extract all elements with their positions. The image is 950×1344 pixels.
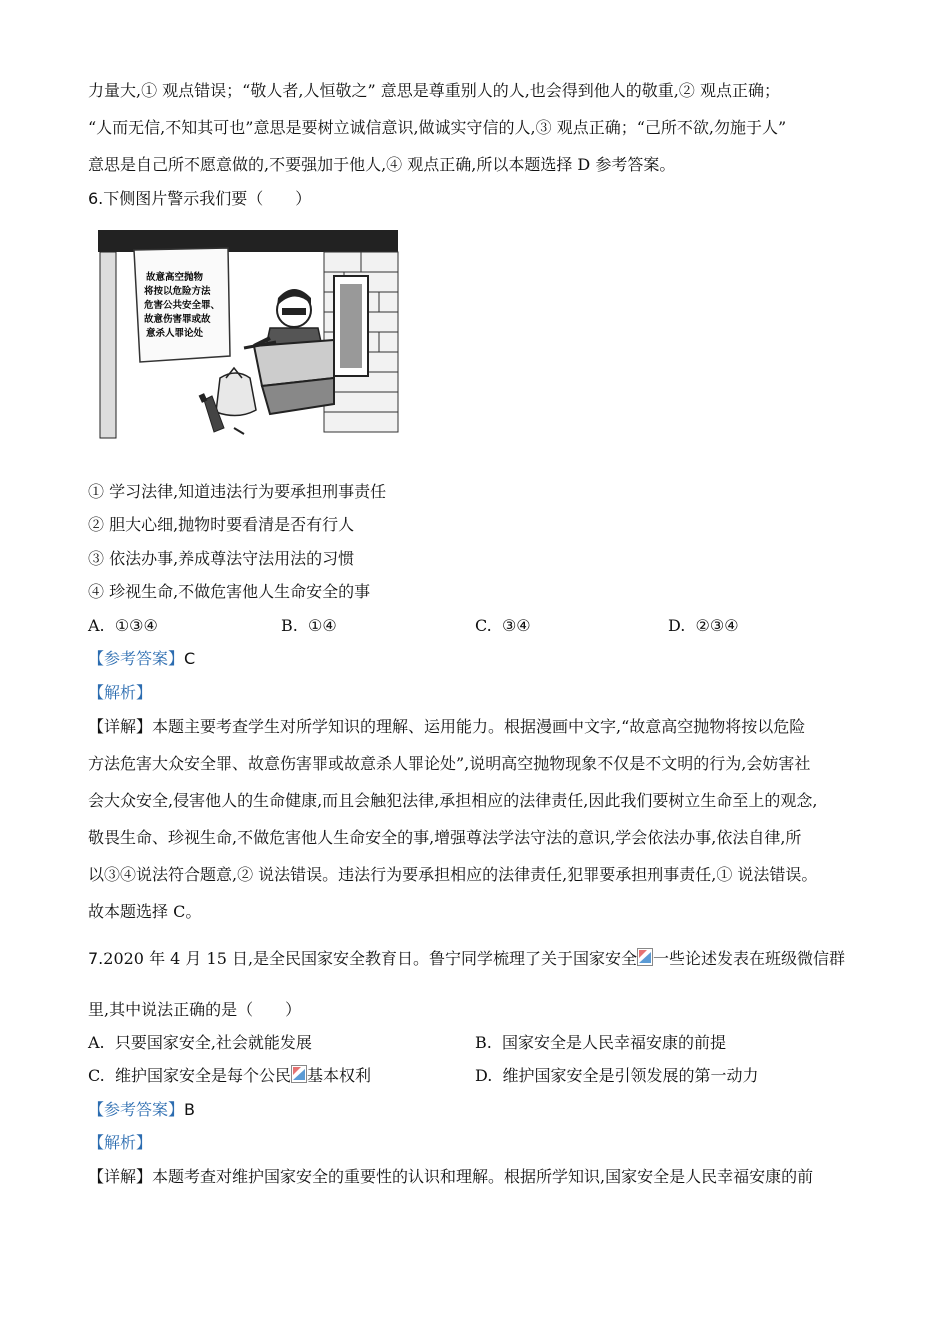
- intro-line-1: 力量大,① 观点错误；“敬人者,人恒敬之” 意思是尊重别人的人,也会得到他人的敬重,② 观点正确；: [88, 81, 780, 100]
- q6-number: 6.: [88, 189, 104, 208]
- notice-line-5: 意杀人罪论处: [146, 328, 204, 339]
- q7-stem-a: 2020 年 4 月 15 日,是全民国家安全教育日。鲁宁同学梳理了关于国家安全: [103, 949, 638, 968]
- q6-detail-line-4: 敬畏生命、珍视生命,不做危害他人生命安全的事,增强尊法学法守法的意识,学会依法办事,依法自律,所: [88, 828, 802, 847]
- q6-stem-line: [88, 188, 311, 210]
- notice-line-2: 将按以危险方法: [144, 286, 211, 297]
- q7-option-c-text-a: 维护国家安全是每个公民: [114, 1066, 291, 1085]
- q7-detail-line-1: 【详解】本题考查对维护国家安全的重要性的认识和理解。根据所学知识,国家安全是人民幸福安康的前: [88, 1167, 814, 1186]
- q6-option-d[interactable]: [668, 615, 739, 637]
- q6-statement-2: ② 胆大心细,抛物时要看清是否有行人: [88, 515, 355, 534]
- q7-option-b[interactable]: [475, 1032, 726, 1054]
- q6-answer-line: [88, 648, 195, 670]
- q6-detail-line-5: 以③④说法符合题意,② 说法错误。违法行为要承担相应的法律责任,犯罪要承担刑事责任,① 说法错误。: [88, 865, 818, 884]
- q7-answer-line: [88, 1099, 195, 1121]
- q6-option-b[interactable]: [281, 615, 337, 637]
- q7-analysis-label: 【解析】: [88, 1133, 153, 1152]
- broken-image-icon: [291, 1065, 307, 1083]
- q7-answer-label: 【参考答案】: [88, 1100, 185, 1119]
- q7-stem-b: 一些论述发表在班级微信群: [653, 949, 846, 968]
- q6-option-c-letter: C.: [475, 616, 492, 635]
- q6-option-a-text: ①③④: [114, 616, 158, 635]
- q6-option-a[interactable]: [88, 615, 158, 637]
- q6-option-b-text: ①④: [308, 616, 337, 635]
- q6-stem: 下侧图片警示我们要（ ）: [103, 189, 312, 208]
- broken-image-icon: [637, 948, 653, 966]
- q6-option-d-letter: D.: [668, 616, 686, 635]
- q7-number: 7.: [88, 949, 104, 968]
- q6-option-c[interactable]: [475, 615, 531, 637]
- q6-statement-3: ③ 依法办事,养成尊法守法用法的习惯: [88, 549, 355, 568]
- q7-option-a-text: 只要国家安全,社会就能发展: [114, 1033, 312, 1052]
- q7-option-b-letter: B.: [475, 1033, 492, 1052]
- q7-option-c[interactable]: [88, 1065, 371, 1087]
- q7-stem-line-1: [88, 948, 845, 970]
- q6-detail-line-6: 故本题选择 C。: [88, 902, 202, 921]
- q7-option-c-letter: C.: [88, 1066, 105, 1085]
- q7-answer: B: [184, 1100, 195, 1119]
- q6-statement-4: ④ 珍视生命,不做危害他人生命安全的事: [88, 582, 371, 601]
- q7-option-b-text: 国家安全是人民幸福安康的前提: [502, 1033, 727, 1052]
- q6-detail-line-1: 【详解】本题主要考查学生对所学知识的理解、运用能力。根据漫画中文字,“故意高空抛物将按以危险: [88, 717, 806, 736]
- q6-option-a-letter: A.: [88, 616, 105, 635]
- q7-option-a[interactable]: [88, 1032, 312, 1054]
- intro-line-3: 意思是自己所不愿意做的,不要强加于他人,④ 观点正确,所以本题选择 D 参考答案。: [88, 155, 676, 174]
- notice-line-4: 故意伤害罪或故: [144, 314, 211, 325]
- notice-line-3: 危害公共安全罪、: [144, 300, 221, 311]
- intro-line-2: “人而无信,不知其可也”意思是要树立诚信意识,做诚实守信的人,③ 观点正确；“己所不欲,勿施于人”: [88, 118, 787, 137]
- q6-option-b-letter: B.: [281, 616, 298, 635]
- q6-detail-line-3: 会大众安全,侵害他人的生命健康,而且会触犯法律,承担相应的法律责任,因此我们要树立生命至上的观念,: [88, 791, 818, 810]
- q6-answer: C: [184, 649, 196, 668]
- high-altitude-throwing-cartoon: [94, 228, 404, 442]
- q7-stem-c: 里,其中说法正确的是（ ）: [88, 1000, 302, 1019]
- q7-option-a-letter: A.: [88, 1033, 105, 1052]
- q6-statement-1: ① 学习法律,知道违法行为要承担刑事责任: [88, 482, 387, 501]
- q6-detail-line-2: 方法危害大众安全罪、故意伤害罪或故意杀人罪论处”,说明高空抛物现象不仅是不文明的行为,会妨害社: [88, 754, 811, 773]
- q7-option-d-letter: D.: [475, 1066, 493, 1085]
- q6-option-c-text: ③④: [501, 616, 531, 635]
- notice-line-1: 故意高空抛物: [146, 272, 204, 283]
- q7-option-d-text: 维护国家安全是引领发展的第一动力: [502, 1066, 759, 1085]
- q6-analysis-label: 【解析】: [88, 683, 153, 702]
- q7-option-c-text-b: 基本权利: [306, 1066, 371, 1085]
- q7-option-d[interactable]: [475, 1065, 759, 1087]
- q6-option-d-text: ②③④: [695, 616, 739, 635]
- q6-answer-label: 【参考答案】: [88, 649, 185, 668]
